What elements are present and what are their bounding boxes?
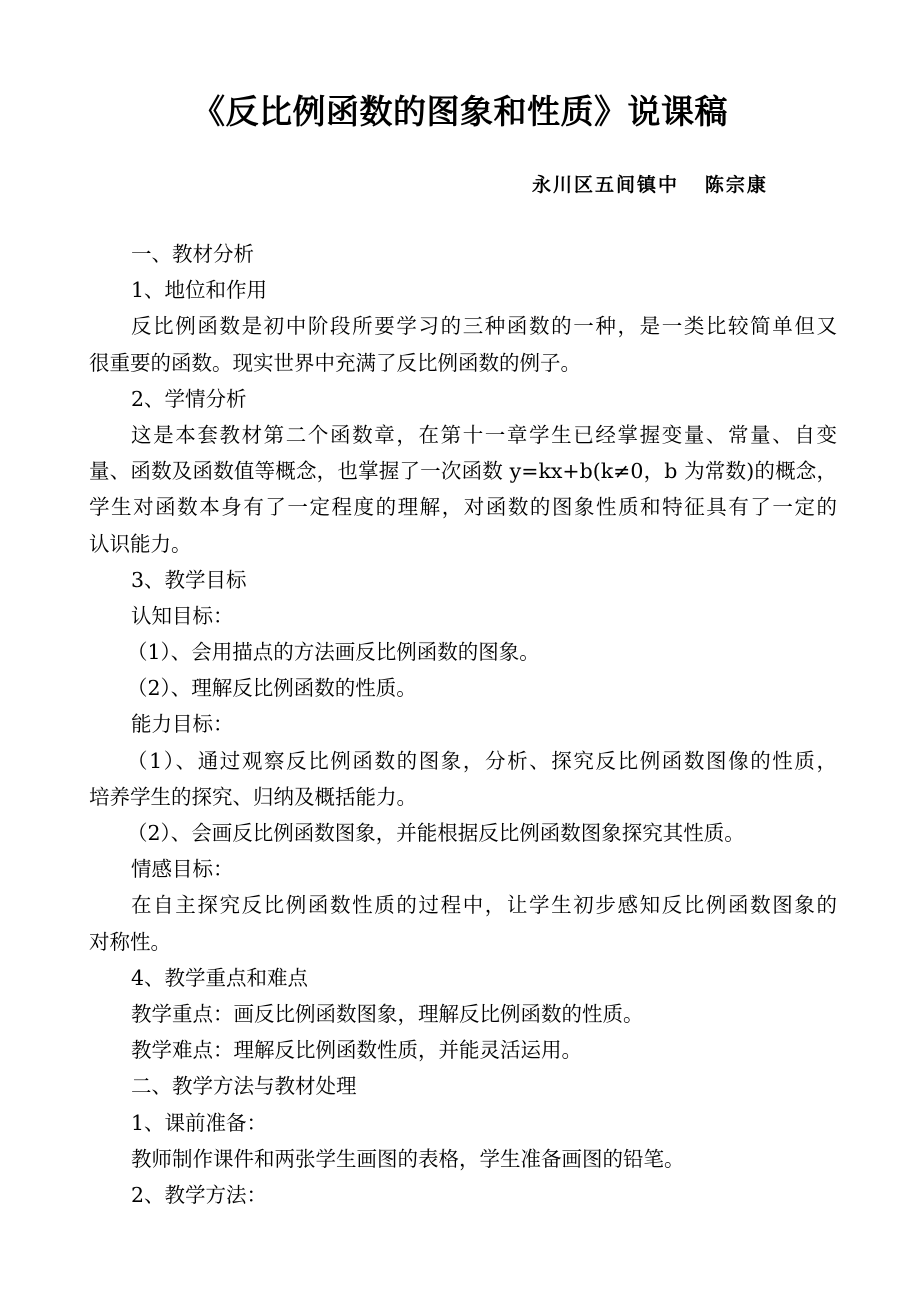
- section-heading: 一、教材分析: [131, 242, 254, 266]
- paragraph-line: 对称性。: [89, 929, 171, 954]
- section-heading: 二、教学方法与教材处理: [131, 1074, 357, 1099]
- goal-heading: 认知目标：: [131, 603, 234, 628]
- paragraph-line: 量、函数及函数值等概念，也掌握了一次函数 y=kx+b(k≠0，b 为常数)的概念，: [89, 459, 837, 484]
- list-item: （1）、会用描点的方法画反比例函数的图象。: [127, 640, 540, 665]
- paragraph-line: 学生对函数本身有了一定程度的理解，对函数的图象性质和特征具有了一定的: [89, 495, 837, 520]
- document-body: [89, 236, 837, 1213]
- subsection-heading: 3、教学目标: [131, 567, 247, 592]
- paragraph-line: 这是本套教材第二个函数章，在第十一章学生已经掌握变量、常量、自变: [131, 422, 837, 447]
- paragraph-line: 在自主探究反比例函数性质的过程中，让学生初步感知反比例函数图象的: [131, 893, 837, 918]
- subsection-heading: 1、课前准备：: [131, 1110, 268, 1135]
- goal-heading: 能力目标：: [131, 712, 234, 737]
- subsection-heading: 2、学情分析: [131, 386, 247, 411]
- paragraph-line: 认识能力。: [89, 531, 192, 556]
- document-title: 《反比例函数的图象和性质》说课稿: [192, 92, 728, 131]
- list-item: （2）、理解反比例函数的性质。: [127, 676, 417, 701]
- list-item: （2）、会画反比例函数图象，并能根据反比例函数图象探究其性质。: [127, 821, 745, 845]
- paragraph-line: 教师制作课件和两张学生画图的表格，学生准备画图的铅笔。: [131, 1146, 685, 1171]
- subsection-heading: 4、教学重点和难点: [131, 965, 309, 990]
- paragraph-line: 教学重点：画反比例函数图象，理解反比例函数的性质。: [131, 1001, 644, 1026]
- paragraph-line: 反比例函数是初中阶段所要学习的三种函数的一种，是一类比较简单但又: [131, 314, 837, 339]
- paragraph-line: 培养学生的探究、归纳及概括能力。: [89, 784, 417, 809]
- goal-heading: 情感目标：: [131, 857, 234, 882]
- author-line: 永川区五间镇中 陈宗康: [532, 174, 768, 196]
- subsection-heading: 1、地位和作用: [131, 278, 268, 303]
- paragraph-line: 教学难点：理解反比例函数性质，并能灵活运用。: [131, 1038, 582, 1063]
- list-item: （1）、通过观察反比例函数的图象，分析、探究反比例函数图像的性质，: [127, 748, 837, 773]
- paragraph-line: 很重要的函数。现实世界中充满了反比例函数的例子。: [89, 350, 581, 375]
- subsection-heading: 2、教学方法：: [131, 1182, 268, 1207]
